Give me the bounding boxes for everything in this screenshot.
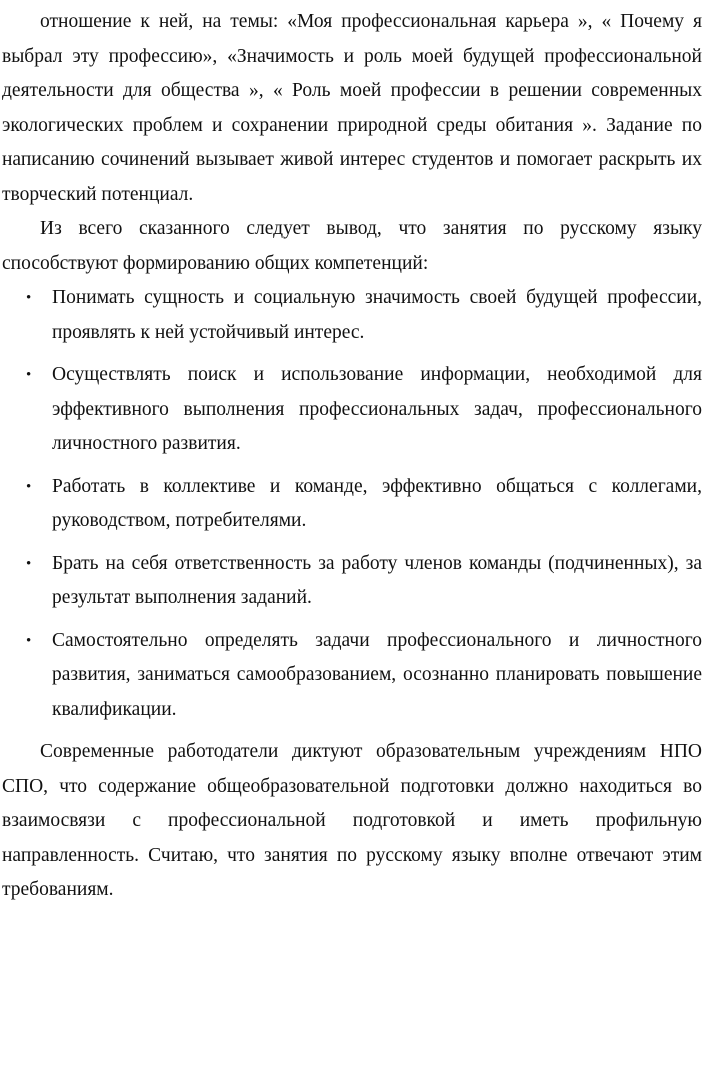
bullet-icon: • (26, 367, 32, 383)
list-item-text: Понимать сущность и социальную значимость своей будущей профессии, проявлять к ней устойчивый интерес. (52, 287, 702, 343)
bullet-icon: • (26, 555, 32, 572)
list-item-text: Самостоятельно определять задачи профессионального и личностного развития, заниматься самообразованием, осознанно планировать повышение квалификации. (52, 629, 702, 720)
bullet-icon: • (26, 290, 32, 306)
paragraph-conclusion-intro: Из всего сказанного следует вывод, что занятия по русскому языку способствуют формированию общих компетенций: (2, 218, 702, 274)
list-item (2, 470, 702, 539)
list-item-text: Работать в коллективе и команде, эффективно общаться с коллегами, руководством, потребителями. (52, 475, 702, 531)
paragraph-employers: Современные работодатели диктуют образовательным учреждениям НПО СПО, что содержание общеобразовательной подготовки должно находиться во взаимосвязи с профессиональной подготовкой и иметь профильную направленность. Считаю, что занятия по русскому языку вполне отвечают этим требованиям. (2, 741, 702, 900)
list-item-text: Брать на себя ответственность за работу членов команды (подчиненных), за результат выполнения заданий. (52, 552, 702, 608)
list-item (2, 358, 702, 462)
paragraph-essay-topics: отношение к ней, на темы: «Моя профессиональная карьера », « Почему я выбрал эту профессию», «Значимость и роль моей будущей профессиональной деятельности для общества », « Роль моей профессии в решении современных экологических проблем и сохранении природной среды обитания ». Задание по написанию сочинений вызывает живой интерес студентов и помогает раскрыть их творческий потенциал. (2, 11, 702, 205)
competencies-list (2, 281, 702, 727)
list-item-text: Осуществлять поиск и использование информации, необходимой для эффективного выполнения профессиональных задач, профессионального личностного развития. (52, 364, 702, 454)
list-item (2, 624, 702, 728)
list-item (2, 547, 702, 616)
list-item (2, 281, 702, 350)
bullet-icon: • (26, 478, 32, 495)
bullet-icon: • (26, 632, 32, 649)
